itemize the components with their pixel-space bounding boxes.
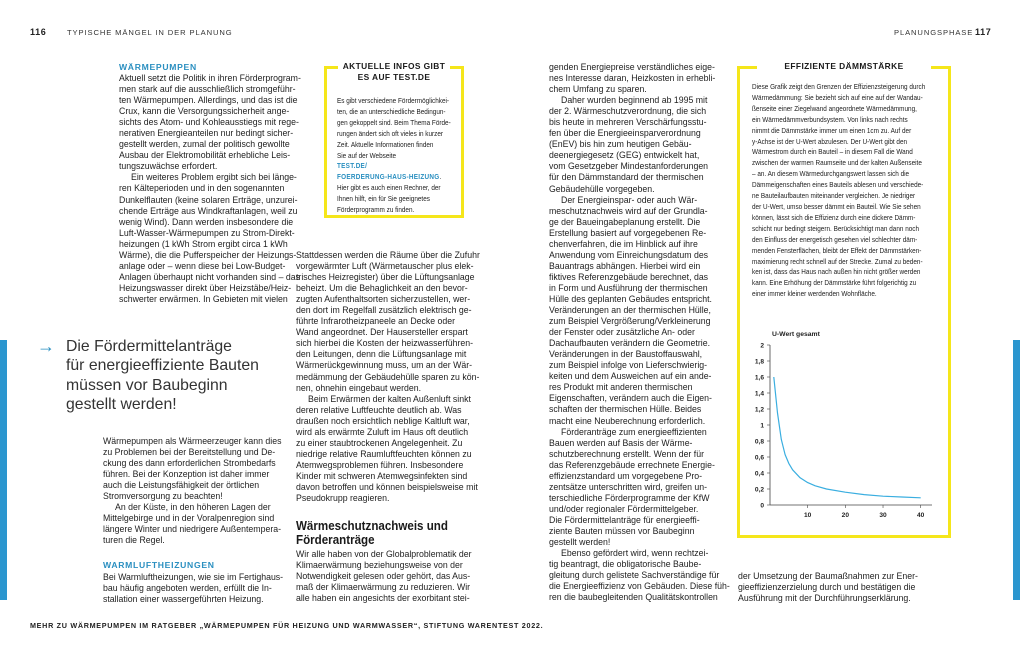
left-edge-bar: [0, 340, 7, 600]
text-line: genden Energiepreise verständliches eige-: [549, 62, 715, 72]
text-line: Crux, kann die Versorgungssicherheit ange-: [119, 106, 290, 117]
text-line: menden Fensterflächen, bleibt der Effekt der Dämmstärken-: [752, 245, 922, 255]
right-edge-bar: [1013, 340, 1020, 600]
text-line: Ein weiteres Problem ergibt sich bei länge-: [131, 172, 297, 183]
text-line: heizungen (1 kWh Strom ergibt circa 1 kWh: [119, 238, 288, 249]
text-line: zum Beispiel Vergrößerung/Verkleinerung: [549, 316, 711, 327]
text-line: Dunkelflauten (keine solaren Erträge, unzurei-: [119, 194, 298, 205]
text-line: draußen noch ersichtlich neblige Kaltluft war,: [296, 415, 470, 426]
text-line: tungszuwächse erfordert.: [119, 161, 218, 172]
text-line: bau häufig angeboten werden, erfüllt die In-: [103, 583, 272, 594]
text-line: Wärme), die die Pufferspeicher der Heizungs-: [119, 249, 297, 260]
text-line: trisches Heizregister) über die Lüftungsanlage: [296, 272, 475, 283]
efficiency-box-title: EFFIZIENTE DÄMMSTÄRKE: [784, 61, 904, 71]
text-line: auch die Leistungsfähigkeit der örtlichen: [103, 480, 260, 491]
col1-bottom-text: [103, 572, 288, 605]
y-tick-label: 1,4: [754, 390, 764, 398]
text-line: der Fenster oder zusätzliche An- oder: [549, 327, 695, 338]
text-line: wenig Wind). Dann werden insbesondere die: [119, 216, 294, 227]
text-line: fen über die Energieeinsparverordnung: [549, 128, 701, 139]
text-line: Stromversorgung zu beachten!: [103, 491, 223, 502]
text-line: das Referenzgebäude errechnete Energie-: [549, 459, 715, 470]
text-line: schutzberechnung erstellt. Wenn der für: [549, 448, 704, 459]
u-wert-curve: [774, 377, 921, 498]
text-line: maß der Klimaerwärmung zu reduzieren. Wir: [296, 582, 471, 593]
col1-mid-text: [103, 436, 288, 546]
efficiency-box-top-left: [737, 66, 757, 69]
text-line: zu Problemen bei der Bereitstellung und De-: [103, 447, 276, 458]
text-line: macht eine Neuberechnung erforderlich.: [549, 415, 706, 426]
text-line: sich hierbei die Kosten der heizwasserführen-: [296, 338, 474, 349]
text-line: der U-Wert, umso besser dämmt ein Bauteil. Wie Sie sehen: [752, 201, 921, 211]
text-line: Dachaufbauten verändern die Geometrie.: [549, 338, 711, 349]
text-line: davon betroffen und können beispielsweise mit: [296, 481, 478, 492]
text-line: Ausführung mit der Durchführungserklärung.: [738, 593, 911, 604]
text-line: der Umsetzung der Baumaßnahmen zur Ener-: [738, 571, 918, 581]
text-line: Luft-Wasser-Wärmepumpen zu Strom-Direkt-: [119, 227, 295, 238]
x-tick-label: 20: [841, 512, 850, 519]
text-line: gieeffizienzerzielung durch und bestätigen die: [738, 582, 916, 593]
col2-bottom-text: [296, 549, 472, 604]
info-box-top-left: [324, 66, 338, 69]
text-line: Aktuell setzt die Politik in ihren Förderprogram-: [119, 73, 301, 83]
text-line: rungen ändert sich oft vieles in kurzer: [337, 128, 444, 138]
text-line: ren die baubegleitenden Qualitätskontrollen: [549, 592, 718, 603]
text-line: gen gekoppelt sind. Beim Thema Förde-: [337, 117, 451, 127]
text-line: gestellt werden!: [549, 537, 611, 548]
y-tick-label: 0,4: [754, 470, 764, 478]
text-line: zwischen der warmen Raumseite und der kalten Außenseite: [752, 158, 922, 168]
text-line: Erstellung basiert auf vorgegebenen Re-: [549, 227, 707, 238]
text-line: zum Beispiel infolge von Lieferschwierig-: [549, 360, 708, 371]
text-line: men stark auf die ausschließlich stromgeführ-: [119, 84, 296, 95]
text-line: Bei Warmluftheizungen, wie sie im Fertighaus-: [103, 572, 284, 582]
text-line: Ebenso gefördert wird, wenn rechtzei-: [561, 548, 709, 559]
text-line: Der Energieinspar- oder auch Wär-: [561, 194, 698, 205]
text-line: einer immer kleiner werdenden Wohnfläche.: [752, 289, 877, 299]
text-line: ren Kälteperioden und in den sogenannten: [119, 183, 285, 194]
text-line: Hülle des geplanten Gebäudes entspricht.: [549, 293, 712, 304]
text-line: alle haben ein angesichts der exorbitant stei-: [296, 593, 470, 604]
text-line: Beim Erwärmen der kalten Außenluft sinkt: [308, 393, 471, 404]
text-line: kann. Eine Erhöhung der Dämmstärke führt folgerichtig zu: [752, 278, 917, 288]
text-line: turen die Regel.: [103, 535, 165, 546]
y-tick-label: 2: [760, 342, 764, 350]
text-line: ten Wärmepumpen. Allerdings, und das ist die: [119, 95, 298, 106]
text-line: deren relative Luftfeuchte deutlich ab. Was: [296, 404, 462, 415]
info-box-text: Es gibt verschiedene Fördermöglichkei- ten, die an unterschiedliche Bedingun- gen gekoppelt sind. Beim Thema Förde- rungen ändert sich oft vieles in kurzer Zeit. Aktuelle Informationen finden Sie auf der Webseite TEST.DE/ FOERDERUNG-HAUS-HEIZUNG. Hier gibt es auch einen Rechner, der Ihnen hilft, ein für Sie geeignetes Förderprogramm zu finden.: [337, 96, 451, 215]
text-line: sichts des Atom- und Kohleausstiegs mit rege-: [119, 117, 299, 128]
y-tick-label: 1,8: [754, 358, 764, 366]
text-line: stallation einer wassergeführten Heizung.: [103, 594, 264, 605]
chart-title: U-Wert gesamt: [772, 331, 820, 338]
x-tick-label: 10: [804, 512, 812, 519]
text-line: zentsätze unterschritten wird, greifen un-: [549, 481, 708, 492]
y-tick-label: 1: [760, 422, 764, 430]
text-line: chem Umfang zu sparen.: [549, 84, 647, 95]
text-line: ziente Bauten müssen vor Baubeginn: [549, 525, 695, 536]
text-line: für energieeffiziente Bauten: [66, 357, 259, 375]
text-line: anlage oder – wenn diese bei Low-Budget-: [119, 260, 286, 271]
text-line: ne Bauteilaufbauten miteinander vergleichen. Je niedriger: [752, 191, 916, 201]
text-line: beheizt. Um die Behaglichkeit an den bevor-: [296, 283, 468, 294]
footer-note: MEHR ZU WÄRMEPUMPEN IM RATGEBER „WÄRMEPUMPEN FÜR HEIZUNG UND WARMWASSER“, STIFTUNG WARENTEST 2022.: [30, 621, 544, 630]
text-line: Veränderungen an der thermischen Hülle,: [549, 305, 711, 316]
col4-bottom-text: [738, 571, 953, 604]
text-line: Eigenschaften, verändern auch die Eigen-: [549, 393, 712, 404]
text-line: Dämmeigenschaften eines Bauteils ablesen und verschiede-: [752, 180, 924, 190]
pull-quote: [66, 337, 286, 415]
text-line: Diese Grafik zeigt den Grenzen der Effizienzsteigerung durch: [752, 82, 926, 91]
text-line: bis heute in mehreren Verschärfungsstu-: [549, 117, 707, 128]
heading-warmluftheizungen: WARMLUFTHEIZUNGEN: [103, 560, 215, 570]
text-line: schwerter erwärmen. In Gebieten mit vielen: [119, 293, 288, 304]
text-line: nerativen Energieanteilen nur bedingt sicher-: [119, 128, 294, 139]
text-line: ge der Baueingabeplanung erstellt. Die: [549, 216, 701, 227]
text-line: Bauen werden auf Basis der Wärme-: [549, 437, 693, 448]
text-line: den dort im Regelfall zusätzlich elektrisch ge-: [296, 305, 472, 316]
text-line: führte Infrarotheizpaneele an Decke oder: [296, 316, 456, 327]
right-running-title: PLANUNGSPHASE: [894, 28, 974, 37]
text-line: Förderanträge zum energieeffizienten: [561, 426, 707, 437]
text-line: ckung des dann erforderlichen Strombedarfs: [103, 458, 276, 469]
text-line: terschiedliche Förderprogramme der KfW: [549, 492, 710, 503]
text-line: Wärmerückgewinnung muss, um an der Wär-: [296, 360, 473, 371]
y-tick-label: 0,8: [754, 438, 764, 446]
text-line: Wir alle haben von der Globalproblematik der: [296, 549, 472, 559]
text-line: Klimaerwärmung beziehungsweise von der: [296, 560, 463, 571]
text-line: Stattdessen werden die Räume über die Zufuhr: [296, 250, 480, 260]
foerderung-link[interactable]: FOERDERUNG-HAUS-HEIZUNG: [337, 172, 440, 182]
text-line: nimmt die Dämmstärke immer um einen 1cm zu. Auf der: [752, 125, 912, 135]
text-line: vom Gesetzgeber Mindestanforderungen: [549, 161, 709, 172]
text-line: Wand angeordnet. Der Hausersteller erspart: [296, 327, 468, 338]
text-line: y-Achse ist der U-Wert abzulesen. Der U-Wert gibt den: [752, 136, 908, 146]
col1-top-text: [119, 73, 301, 305]
text-line: Pseudokrupp reagieren.: [296, 493, 390, 504]
text-line: Veränderungen in der Baustoffauswahl,: [549, 349, 703, 360]
efficiency-box-top-right: [931, 66, 951, 69]
efficiency-box-text: [752, 82, 925, 300]
heading-waermepumpen: WÄRMEPUMPEN: [119, 62, 197, 72]
text-line: für den Dämmstandard der thermischen: [549, 172, 704, 183]
text-line: Daher wurden beginnend ab 1995 mit: [561, 95, 708, 106]
text-line: Wärmedämmung: Sie bezieht sich auf eine auf der Wandau-: [752, 92, 923, 102]
text-line: chenverfahren, die im Hinblick auf ihre: [549, 238, 698, 249]
text-line: nen, ohnehin eingebaut werden.: [296, 382, 422, 393]
text-line: ken ist, dass das Haus nach außen hin nicht größer werden: [752, 267, 921, 277]
text-line: Die Fördermittelanträge: [66, 338, 232, 355]
text-line: gestellt werden!: [66, 396, 177, 414]
info-box-top-right: [450, 66, 464, 69]
text-line: Kinder mit schweren Atemwegsinfekten sind: [296, 470, 468, 481]
text-line: schaften der thermischen Hülle. Beides: [549, 404, 702, 415]
text-line: An der Küste, in den höheren Lagen der: [115, 502, 271, 513]
text-line: chende Erträge aus Windkraftanlagen, weil zu: [119, 205, 298, 216]
text-line: Ausbau der Elektromobilität erhebliche Leis-: [119, 150, 291, 161]
text-line: längere Winter und niedrigere Außentempera-: [103, 524, 282, 535]
info-box-title: AKTUELLE INFOS GIBT ES AUF TEST.DE: [342, 61, 446, 82]
text-line: maximierung recht schnell auf der Strecke. Zumal zu beden-: [752, 256, 923, 266]
text-line: Bauantrags abhängen. Hierbei wird ein: [549, 260, 701, 271]
text-line: müssen vor Baubeginn: [66, 376, 228, 394]
text-line: in Form und Ausführung der thermischen: [549, 282, 708, 293]
text-line: Heizungswasser direkt über Heizstäbe/Heiz-: [119, 282, 292, 293]
col3-text: [549, 62, 730, 603]
col2-text: [296, 250, 480, 504]
text-line: Die Fördermittelanträge für energieeffi-: [549, 514, 700, 525]
text-line: ein Wärmedämmverbundsystem. Von links nach rechts: [752, 114, 908, 124]
y-tick-label: 0: [760, 502, 764, 510]
text-line: können, lässt sich die Effizienz durch eine dickere Dämm-: [752, 212, 916, 222]
text-line: Atemwegsproblemen führen. Insbesondere: [296, 459, 464, 470]
text-line: schicht nur bedingt steigern. Berücksichtigt man dann noch: [752, 223, 920, 233]
text-line: Wärmepumpen als Wärmeerzeuger kann dies: [103, 436, 282, 446]
arrow-right-icon: →: [37, 336, 55, 356]
text-line: fiktives Referenzgebäude berechnet, das: [549, 271, 709, 282]
subheading-waermeschutznachweis: Wärmeschutznachweis und Förderanträge: [296, 519, 448, 548]
text-line: Sie auf der Webseite: [337, 150, 397, 160]
text-line: Hier gibt es auch einen Rechner, der: [337, 183, 441, 193]
text-line: vorgewärmter Luft (Wärmetauscher plus elek-: [296, 261, 474, 272]
text-line: effizienzstandard um vorgegebene Pro-: [549, 470, 703, 481]
x-tick-label: 30: [879, 512, 887, 519]
left-running-title: TYPISCHE MÄNGEL IN DER PLANUNG: [67, 28, 233, 37]
text-line: Ihnen hilft, ein für Sie geeignetes: [337, 194, 430, 204]
text-line: nes Interesse daran, Heizkosten in erhebli-: [549, 73, 716, 84]
text-line: zugten Aufenthaltsorten sicherzustellen, wer-: [296, 294, 471, 305]
y-tick-label: 1,6: [754, 374, 764, 382]
text-line: Zeit. Aktuelle Informationen finden: [337, 139, 434, 149]
text-line: ßenseite einer Ziegelwand angeordnete Wärmedämmung,: [752, 103, 917, 113]
test-de-link-part1[interactable]: TEST.DE/: [337, 161, 368, 171]
text-line: der 2. Wärmeschutzverordnung, die sich: [549, 106, 707, 117]
text-line: meschutznachweis wird auf der Grundla-: [549, 205, 708, 216]
right-page-number: 117: [975, 27, 992, 37]
text-line: den Leitungen, denn die Lüftungsanlage mit: [296, 349, 467, 360]
u-wert-chart: [745, 325, 943, 525]
y-tick-label: 0,6: [754, 454, 764, 462]
text-line: und/oder regionaler Fördermittelgeber.: [549, 503, 699, 514]
text-line: den Einfluss der energetisch gesehen viel schlechter däm-: [752, 234, 918, 244]
text-line: medämmung der Gebäudehülle sparen zu kön-: [296, 371, 480, 382]
text-line: Wärmestrom durch ein Bauteil – in diesem Fall die Wand: [752, 147, 913, 157]
y-tick-label: 0,2: [754, 486, 764, 494]
text-line: die Energieeffizienz von Gebäuden. Diese füh-: [549, 581, 730, 592]
text-line: zu einer staubtrockenen Angelegenheit. Zu: [296, 437, 463, 448]
text-line: – an. An diesem Wärmedurchgangswert lassen sich die: [752, 169, 910, 179]
text-line: gleitung durch gelistete Sachverständige für: [549, 570, 720, 581]
text-line: wird als erwärmte Zuluft im Haus oft deutlich: [296, 426, 469, 437]
text-line: ten, die an unterschiedliche Bedingun-: [337, 106, 446, 116]
text-line: Mittelgebirge und in der Voralpenregion sind: [103, 513, 275, 524]
text-line: keiten und dem Ausweichen auf ein ande-: [549, 371, 712, 382]
text-line: tig beantragt, die obligatorische Baube-: [549, 559, 702, 570]
y-tick-label: 1,2: [754, 406, 764, 414]
text-line: Gebäudehülle vorgegeben.: [549, 183, 655, 194]
text-line: niedrige relative Raumluftfeuchten können zu: [296, 448, 472, 459]
text-line: führen. Bei der Konzeption ist daher immer: [103, 469, 270, 480]
text-line: Förderprogramm zu finden.: [337, 205, 415, 215]
text-line: gestellt werden, zumal der politisch gewollte: [119, 139, 290, 150]
text-line: deenergiegesetz (GEG) entwickelt hat,: [549, 150, 700, 161]
text-line: Es gibt verschiedene Fördermöglichkei-: [337, 96, 450, 105]
text-line: Notwendigkeit gelesen oder gehört, das Aus-: [296, 571, 471, 582]
text-line: res Produkt mit anderen thermischen: [549, 382, 693, 393]
x-tick-label: 40: [917, 512, 925, 519]
left-page-number: 116: [30, 27, 47, 37]
text-line: (EnEV) bis hin zum heutigen Gebäu-: [549, 139, 692, 150]
text-line: Anlagen überhaupt nicht vorhanden sind – das: [119, 271, 300, 282]
text-line: Anwendung vom Einreichungsdatum des: [549, 249, 709, 260]
